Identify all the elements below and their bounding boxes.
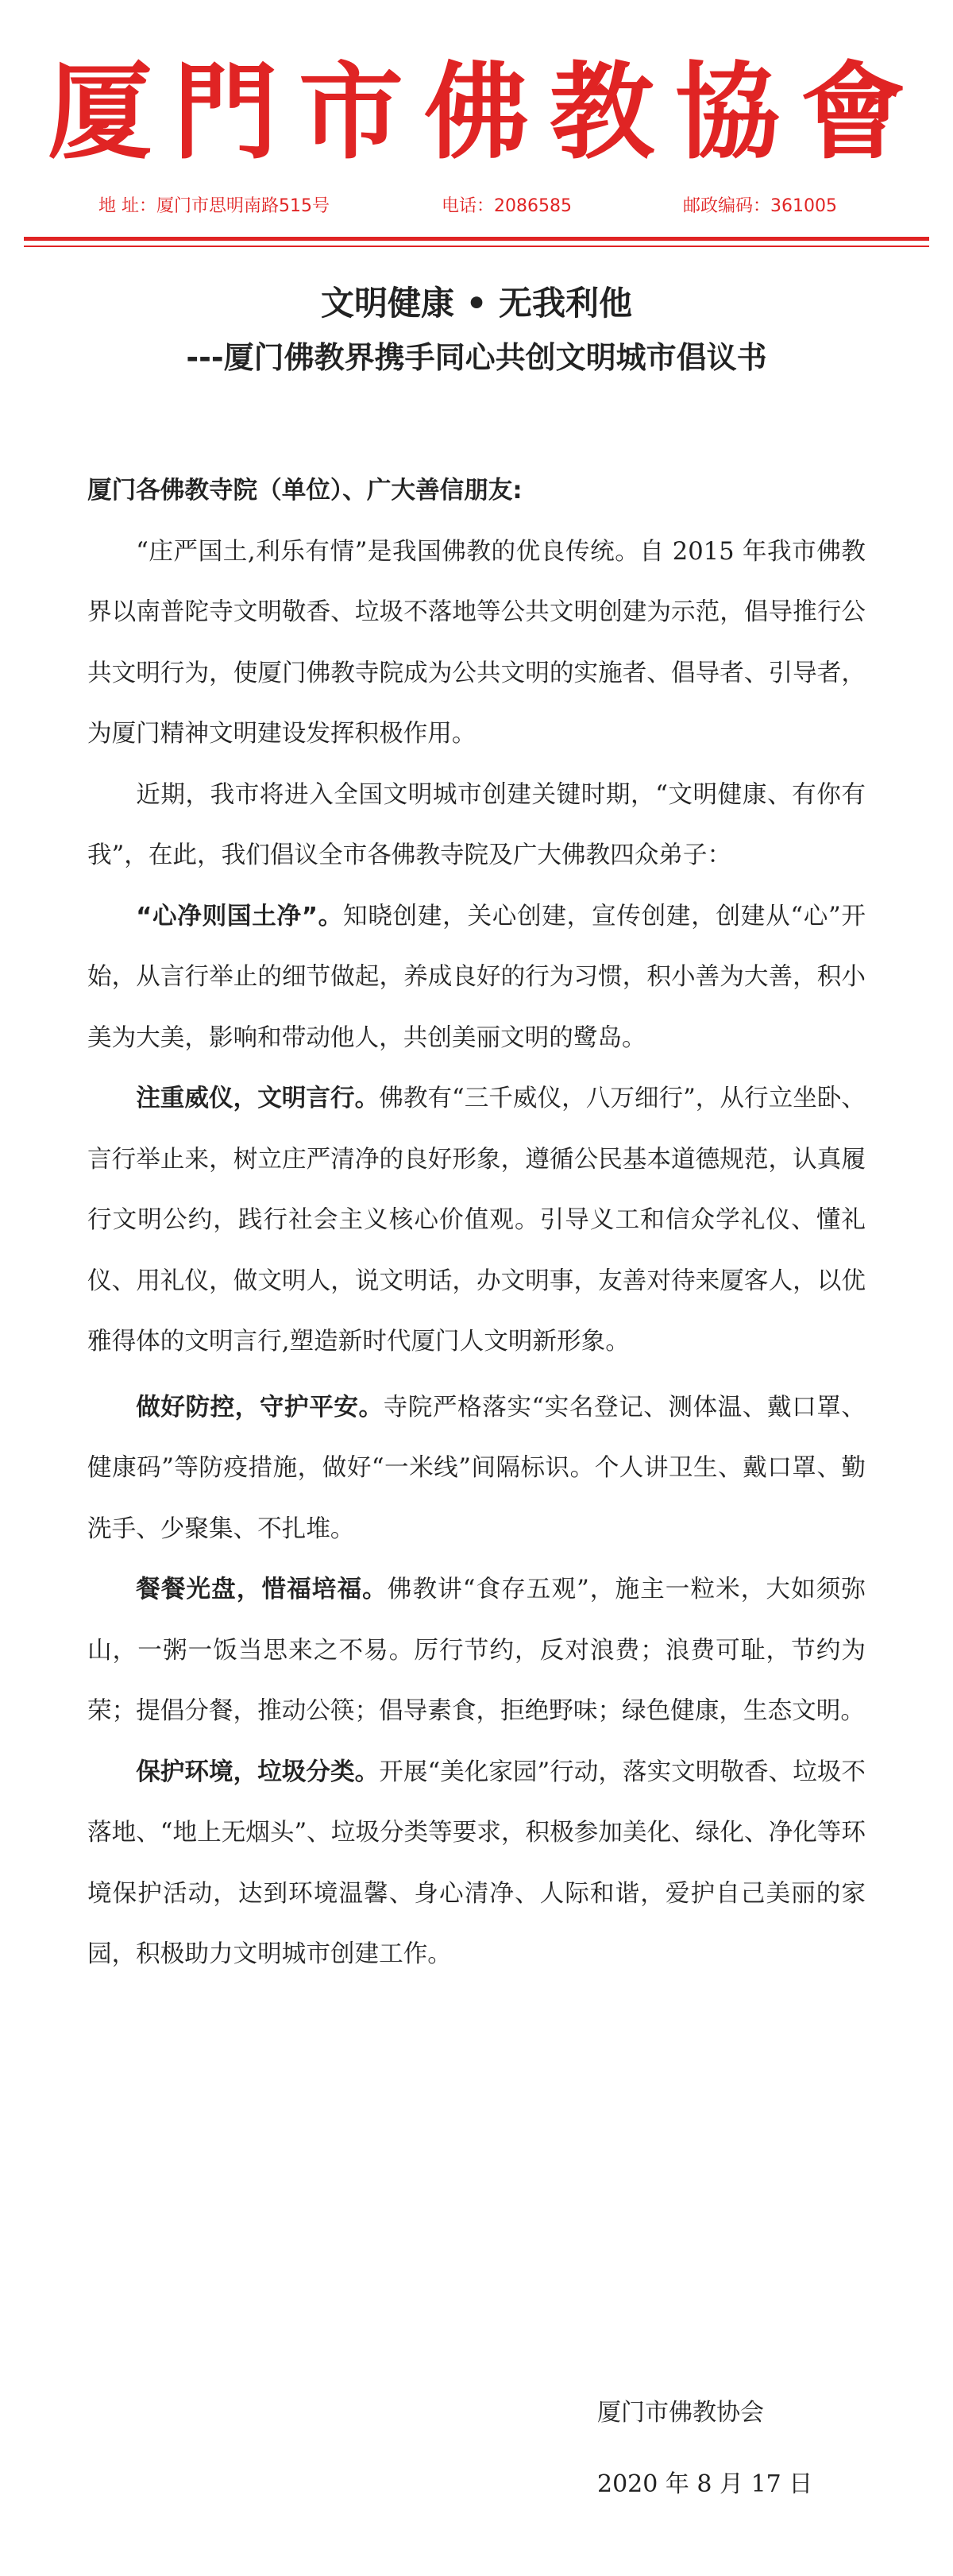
paragraph-text: 佛教讲“食存五观”，施主一粒米，大如须弥山，一粥一饭当思来之不易。厉行节约，反对浪费；浪费可耻，节约为荣；提倡分餐，推动公筷；倡导素食，拒绝野味；绿色健康，生态文明。 bbox=[87, 1576, 866, 1725]
paragraph-environment bbox=[87, 1742, 866, 1986]
paragraph-text: “庄严国土,利乐有情”是我国佛教的优良传统。自 2015 年我市佛教界以南普陀寺文明敬香、垃圾不落地等公共文明创建为示范，倡导推行公共文明行为，使厦门佛教寺院成为公共文明的实施者、倡导者、引导者，为厦门精神文明建设发挥积极作用。 bbox=[87, 537, 866, 748]
paragraph-text: 知晓创建，关心创建，宣传创建，创建从“心”开始，从言行举止的细节做起，养成良好的行为习惯，积小善为大善，积小美为大美，影响和带动他人，共创美丽文明的鹭岛。 bbox=[87, 902, 866, 1052]
paragraph-text: 开展“美化家园”行动，落实文明敬香、垃圾不落地、“地上无烟头”、垃圾分类等要求，积极参加美化、绿化、净化等环境保护活动，达到环境温馨、身心清净、人际和谐，爱护自己美丽的家园，积极助力文明城市创建工作。 bbox=[87, 1758, 866, 1968]
contact-info bbox=[0, 192, 953, 216]
paragraph-epidemic bbox=[87, 1378, 866, 1561]
document-body bbox=[87, 461, 866, 1986]
letterhead bbox=[0, 0, 953, 254]
signature-block bbox=[597, 2377, 931, 2520]
salutation: 厦门各佛教寺院（单位）、广大善信朋友: bbox=[87, 477, 523, 505]
paragraph-text: 佛教有“三千威仪，八万细行”，从行立坐卧、言行举止来，树立庄严清净的良好形象，遵循公民基本道德规范，认真履行文明公约，践行社会主义核心价值观。引导义工和信众学礼仪、懂礼仪、用礼仪，做文明人，说文明话，办文明事，友善对待来厦客人，以优雅得体的文明言行,塑造新时代厦门人文明新形象。 bbox=[87, 1085, 866, 1356]
signature-date: 2020 年 8 月 17 日 bbox=[597, 2470, 813, 2498]
postcode-text: 邮政编码：361005 bbox=[683, 196, 837, 216]
paragraph-lead: 注重威仪，文明言行。 bbox=[136, 1085, 380, 1112]
paragraph-clean-plate bbox=[87, 1560, 866, 1742]
paragraph-call bbox=[87, 765, 866, 887]
letterhead-divider-thick bbox=[24, 237, 929, 241]
paragraph-lead: “心净则国土净”。 bbox=[136, 902, 343, 930]
paragraph-text: 寺院严格落实“实名登记、测体温、戴口罩、健康码”等防疫措施，做好“一米线”间隔标识。个人讲卫生、戴口罩、勤洗手、少聚集、不扎堆。 bbox=[87, 1393, 866, 1543]
address-text: 地 址：厦门市思明南路515号 bbox=[98, 196, 330, 216]
paragraph-intro bbox=[87, 522, 866, 765]
paragraph-etiquette bbox=[87, 1069, 866, 1373]
document-subtitle: ---厦门佛教界携手同心共创文明城市倡议书 bbox=[186, 340, 767, 375]
org-name-banner: 厦門市佛教協會 bbox=[48, 51, 926, 174]
signature-org: 厦门市佛教协会 bbox=[597, 2399, 764, 2427]
paragraph-text: 近期，我市将进入全国文明城市创建关键时期，“文明健康、有你有我”，在此，我们倡议全市各佛教寺院及广大佛教四众弟子： bbox=[87, 780, 866, 869]
paragraph-lead: 做好防控，守护平安。 bbox=[136, 1393, 384, 1421]
letterhead-divider-thin bbox=[24, 246, 929, 247]
paragraph-lead: 餐餐光盘，惜福培福。 bbox=[136, 1576, 388, 1603]
document-title: 文明健康 • 无我利他 bbox=[320, 284, 633, 323]
paragraph-pure-mind bbox=[87, 887, 866, 1069]
telephone-text: 电话：2086585 bbox=[442, 196, 572, 216]
paragraph-lead: 保护环境，垃圾分类。 bbox=[136, 1758, 380, 1786]
